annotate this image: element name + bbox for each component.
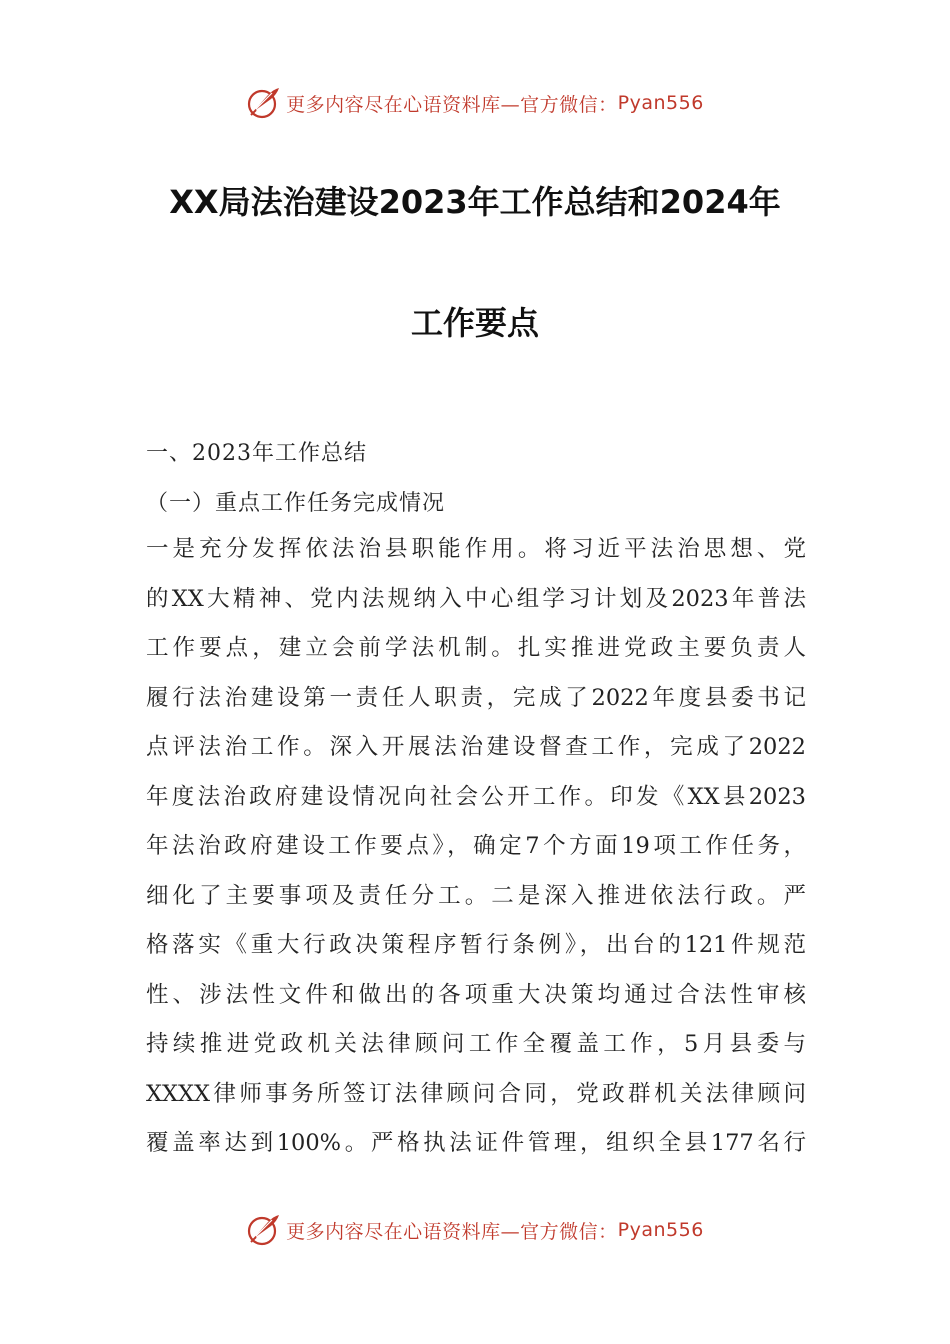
body-line: 细化了主要事项及责任分工。二是深入推进依法行政。严	[146, 883, 806, 909]
quill-logo-icon	[246, 85, 282, 121]
body-line: 一是充分发挥依法治县职能作用。将习近平法治思想、党	[146, 536, 806, 562]
watermark-wechat-id: Pyan556	[617, 1219, 704, 1241]
body-line: 履行法治建设第一责任人职责，完成了2022年度县委书记	[146, 685, 806, 711]
quill-logo-icon	[246, 1212, 282, 1248]
watermark-banner-bottom	[0, 1210, 950, 1250]
body-line: XXXX律师事务所签订法律顾问合同，党政群机关法律顾问	[146, 1081, 806, 1107]
document-title-line-2: 工作要点	[410, 304, 539, 342]
body-line: 点评法治工作。深入开展法治建设督查工作，完成了2022	[146, 734, 806, 760]
body-line: 年度法治政府建设情况向社会公开工作。印发《XX县2023	[146, 784, 806, 810]
body-line: 持续推进党政机关法律顾问工作全覆盖工作，5月县委与	[146, 1031, 806, 1057]
body-line: 格落实《重大行政决策程序暂行条例》，出台的121件规范	[146, 932, 806, 958]
body-line: 的XX大精神、党内法规纳入中心组学习计划及2023年普法	[146, 586, 806, 612]
watermark-wechat-id: Pyan556	[617, 92, 704, 114]
watermark-text: 更多内容尽在心语资料库—官方微信：	[286, 93, 618, 116]
section-heading: 一、2023年工作总结	[146, 441, 367, 466]
watermark-banner-top	[0, 83, 950, 123]
body-line: 年法治政府建设工作要点》，确定7个方面19项工作任务，	[146, 833, 806, 859]
document-title-line-1: XX局法治建设2023年工作总结和2024年	[169, 183, 781, 221]
body-line: 覆盖率达到100%。严格执法证件管理，组织全县177名行	[146, 1130, 806, 1156]
watermark-text: 更多内容尽在心语资料库—官方微信：	[286, 1220, 618, 1243]
body-line: 性、涉法性文件和做出的各项重大决策均通过合法性审核	[146, 982, 806, 1008]
subsection-heading: （一）重点工作任务完成情况	[146, 491, 446, 516]
body-line: 工作要点，建立会前学法机制。扎实推进党政主要负责人	[146, 635, 806, 661]
